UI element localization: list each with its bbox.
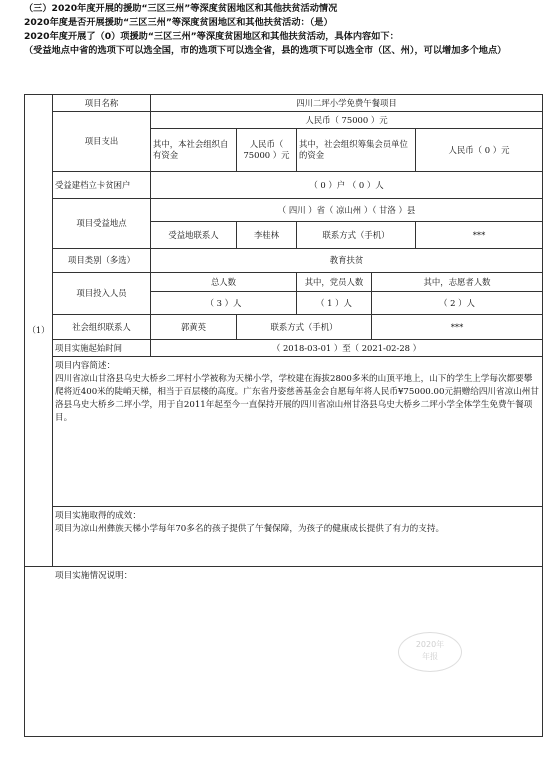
expenditure-label: 项目支出 [53, 112, 151, 172]
org-contact-phone: *** [372, 315, 543, 340]
period-label: 项目实施起始时间 [53, 340, 151, 357]
expenditure-total: 人民币（ 75000 ）元 [151, 112, 543, 129]
other-cell [25, 567, 543, 737]
project-name-label: 项目名称 [53, 95, 151, 112]
own-funds-value: 人民币（ 75000 ）元 [237, 129, 297, 172]
location-contact-label: 受益地联系人 [151, 222, 237, 249]
description-cell [53, 357, 543, 507]
section-title: （三）2020年度开展的援助“三区三州”等深度贫困地区和其他扶贫活动情况 [24, 3, 338, 14]
raised-funds-label: 其中，社会组织筹集会员单位的资金 [297, 129, 416, 172]
activity-flag-line: 2020年度是否开展援助“三区三州”等深度贫困地区和其他扶贫活动：（是） [24, 17, 333, 28]
project-table [24, 94, 543, 737]
period-value: （ 2018-03-01 ）至（ 2021-02-28 ） [151, 340, 543, 357]
result-label: 项目实施取得的成效： [55, 511, 141, 521]
own-funds-label: 其中，本社会组织自有资金 [151, 129, 237, 172]
party-members-value: （ 1 ）人 [297, 292, 372, 315]
location-contact-phone: *** [416, 222, 543, 249]
beneficiary-value: （ 0 ）户 （ 0 ）人 [151, 172, 543, 199]
org-contact-name: 郭黄英 [151, 315, 237, 340]
project-name-value: 四川二坪小学免费午餐项目 [151, 95, 543, 112]
total-people-label: 总人数 [151, 273, 297, 292]
location-note-line: （受益地点中省的选项下可以选全国，市的选项下可以选全省，县的选项下可以选全市（区、州），可以增加多个地点） [24, 45, 507, 56]
description-label: 项目内容简述： [55, 361, 116, 371]
watermark-stamp [398, 632, 462, 672]
watermark-line-2: 年报 [422, 652, 438, 661]
staff-label: 项目投入人员 [53, 273, 151, 315]
location-value: （ 四川 ）省（ 凉山州 ）（ 甘洛 ）县 [151, 199, 543, 222]
raised-funds-value: 人民币（ 0 ）元 [416, 129, 543, 172]
beneficiary-label: 受益建档立卡贫困户 [53, 172, 151, 199]
result-text: 项目为凉山州彝族天梯小学每年70多名的孩子提供了午餐保障，为孩子的健康成长提供了有力的支持。 [55, 524, 445, 534]
volunteers-value: （ 2 ）人 [372, 292, 543, 315]
result-cell [53, 507, 543, 567]
location-contact-method-label: 联系方式（手机） [297, 222, 416, 249]
party-members-label: 其中，党员人数 [297, 273, 372, 292]
activity-count-line: 2020年度开展了（0）项援助“三区三州”等深度贫困地区和其他扶贫活动，具体内容如下： [24, 31, 399, 42]
volunteers-label: 其中，志愿者人数 [372, 273, 543, 292]
category-value: 教育扶贫 [151, 249, 543, 273]
org-contact-label: 社会组织联系人 [53, 315, 151, 340]
location-contact-name: 李桂林 [237, 222, 297, 249]
other-label: 项目实施情况说明： [55, 571, 133, 581]
total-people-value: （ 3 ）人 [151, 292, 297, 315]
watermark-line-1: 2020年 [415, 640, 445, 649]
location-label: 项目受益地点 [53, 199, 151, 249]
description-text: 四川省凉山甘洛县乌史大桥乡二坪村小学被称为天梯小学，学校建在海拔2800多米的山顶平地上，山下的学生上学每次都要攀爬将近400米的陡峭天梯，相当于百层楼的高度。广东省丹姿慈善基金会自愿每年将人民币¥75000.00元捐赠给四川省凉山州甘洛县乌史大桥乡二坪小学，用于自2011年起至今一直保持开展的四川省凉山州甘洛县乌史大桥乡二坪小学全体学生免费午餐项目。 [55, 374, 539, 423]
row-number: （1） [25, 95, 53, 567]
org-contact-method-label: 联系方式（手机） [237, 315, 372, 340]
category-label: 项目类别（多选） [53, 249, 151, 273]
